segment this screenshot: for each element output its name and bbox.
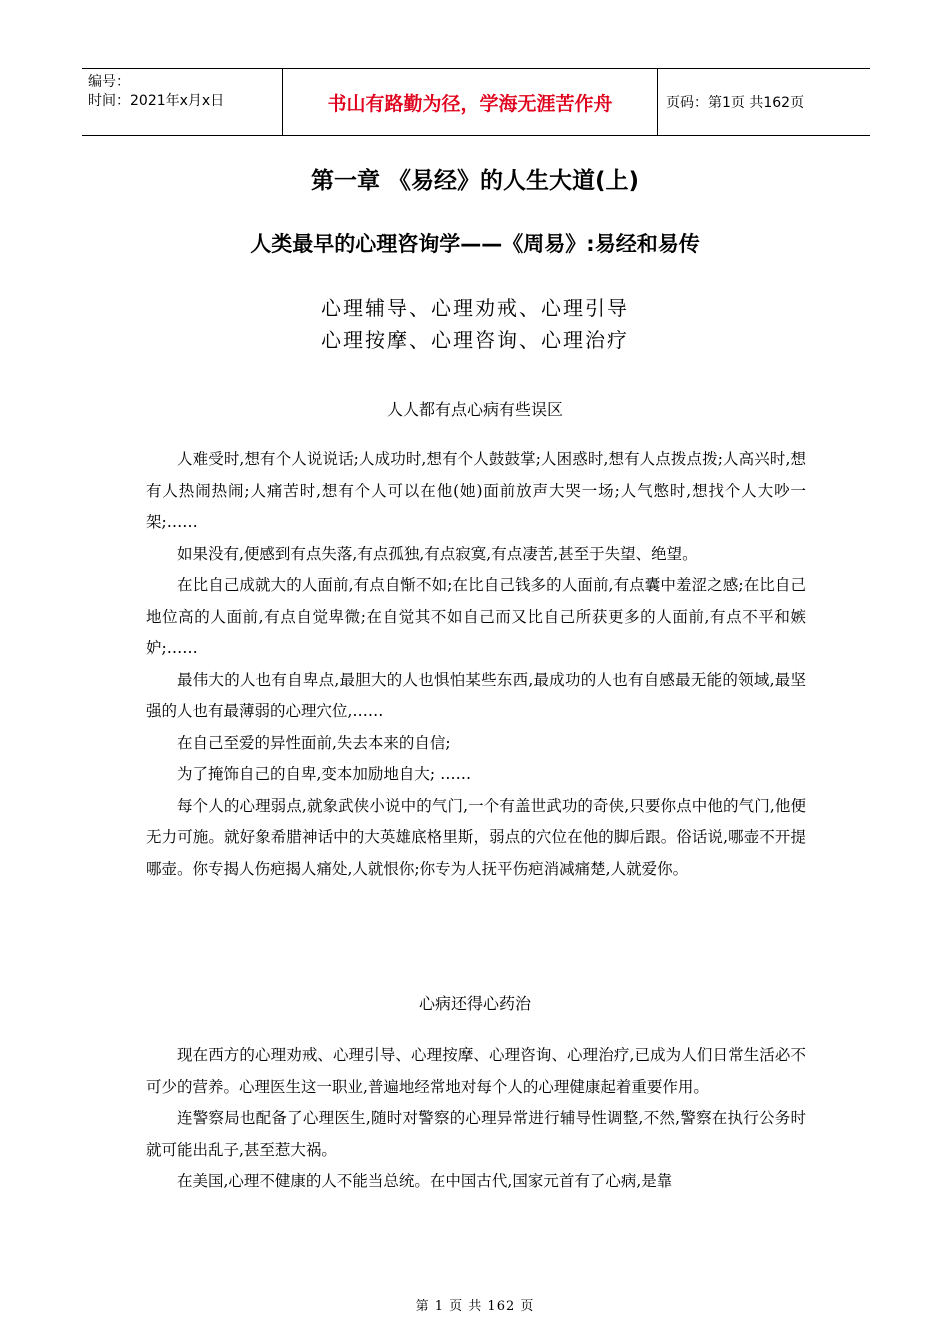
paragraph: 每个人的心理弱点,就象武侠小说中的气门,一个有盖世武功的奇侠,只要你点中他的气门,他便无力可施。就好象希腊神话中的大英雄底格里斯，弱点的穴位在他的脚后跟。俗话说,哪壶不开提哪壶。你专揭人伤疤揭人痛处,人就恨你;你专为人抚平伤疤消减痛楚,人就爱你。 (146, 796, 806, 878)
paragraph: 为了掩饰自己的自卑,变本加励地自大; …… (177, 765, 472, 783)
keyword-line-1: 心理辅导、心理劝戒、心理引导 (321, 296, 629, 320)
subtitle: 人类最早的心理咨询学——《周易》:易经和易传 (250, 232, 700, 256)
paragraph: 在美国,心理不健康的人不能当总统。在中国古代,国家元首有了心病,是靠 (177, 1172, 673, 1190)
header-motto: 书山有路勤为径，学海无涯苦作舟 (282, 69, 658, 135)
section-1-body (146, 444, 806, 885)
keyword-line-2: 心理按摩、心理咨询、心理治疗 (321, 328, 629, 352)
section-heading-2: 心病还得心药治 (418, 994, 531, 1013)
page-footer: 第 1 页 共 162 页 (415, 1299, 535, 1314)
section-heading-1: 人人都有点心病有些误区 (386, 400, 563, 419)
paragraph: 在比自己成就大的人面前,有点自惭不如;在比自己钱多的人面前,有点囊中羞涩之感;在比自己地位高的人面前,有点自觉卑微;在自觉其不如自己而又比自己所获更多的人面前,有点不平和嫉妒;…… (146, 576, 806, 657)
header-meta-cell (82, 69, 282, 135)
paragraph: 现在西方的心理劝戒、心理引导、心理按摩、心理咨询、心理治疗,已成为人们日常生活必不可少的营养。心理医生这一职业,普遍地经常地对每个人的心理健康起着重要作用。 (146, 1046, 806, 1096)
paragraph: 人难受时,想有个人说说话;人成功时,想有个人鼓鼓掌;人困惑时,想有人点拨点拨;人高兴时,想有人热闹热闹;人痛苦时,想有个人可以在他(她)面前放声大哭一场;人气憋时,想找个人大吵一架;…… (146, 450, 806, 531)
paragraph: 在自己至爱的异性面前,失去本来的自信; (177, 733, 451, 752)
header-page-info: 页码：第1页 共162页 (666, 95, 805, 111)
date-label: 时间：2021年x月x日 (88, 93, 225, 109)
number-label: 编号： (88, 74, 130, 90)
paragraph: 连警察局也配备了心理医生,随时对警察的心理异常进行辅导性调整,不然,警察在执行公务时就可能出乱子,甚至惹大祸。 (146, 1109, 806, 1159)
page-header-table (82, 68, 870, 136)
paragraph: 如果没有,便感到有点失落,有点孤独,有点寂寞,有点凄苦,甚至于失望、绝望。 (177, 544, 698, 563)
paragraph: 最伟大的人也有自卑点,最胆大的人也惧怕某些东西,最成功的人也有自感最无能的领域,最坚强的人也有最薄弱的心理穴位,…… (146, 670, 806, 720)
chapter-title: 第一章 《易经》的人生大道(上) (310, 168, 640, 194)
section-2-body (146, 1040, 806, 1198)
